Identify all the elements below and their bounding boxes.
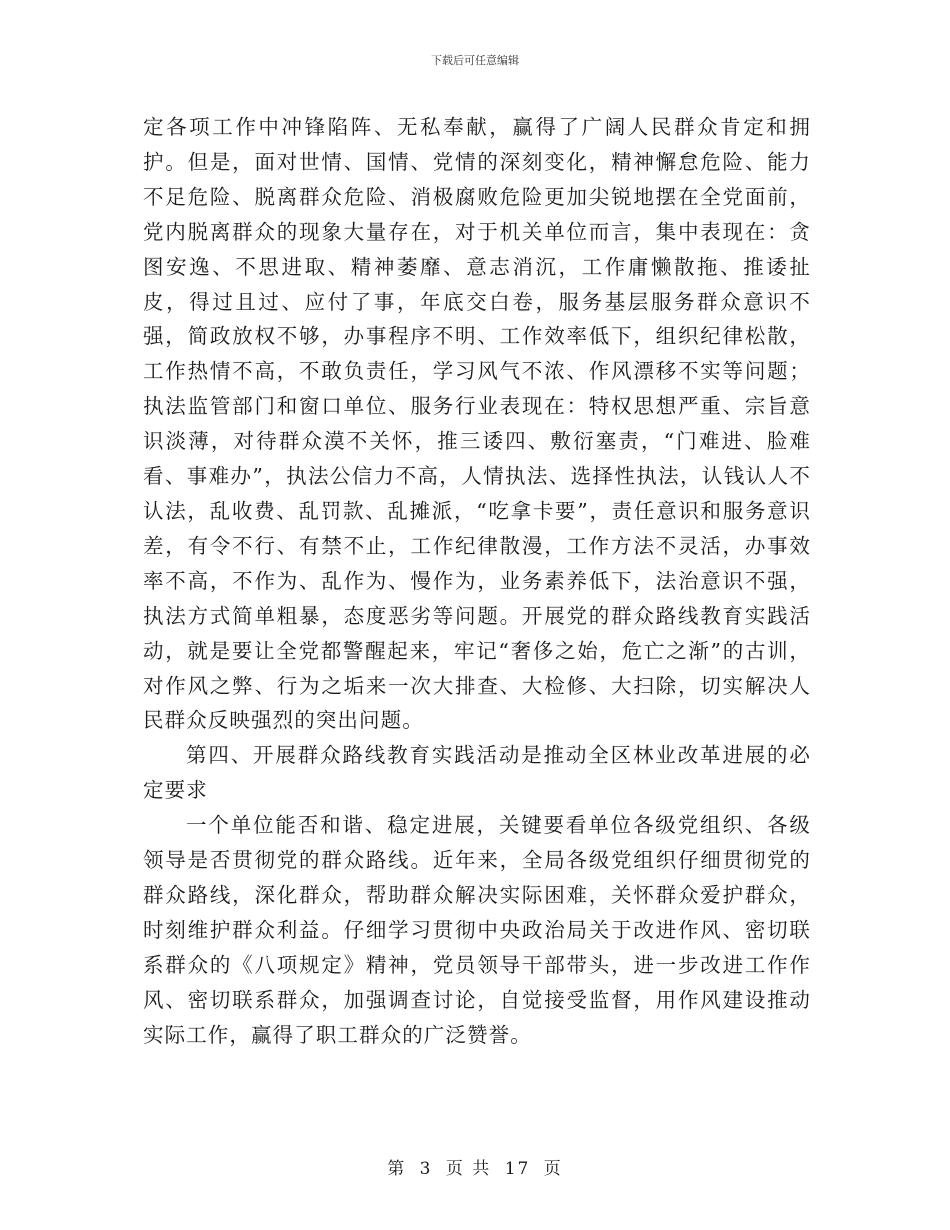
document-body [143,110,811,1052]
paragraph-continued: 定各项工作中冲锋陷阵、无私奉献，赢得了广阔人民群众肯定和拥护。但是，面对世情、国情、党情的深刻变化，精神懈怠危险、能力不足危险、脱离群众危险、消极腐败危险更加尖锐地摆在全党面前，党内脱离群众的现象大量存在，对于机关单位而言，集中表现在：贪图安逸、不思进取、精神萎靡、意志消沉，工作庸懒散拖、推诿扯皮，得过且过、应付了事，年底交白卷，服务基层服务群众意识不强，简政放权不够，办事程序不明、工作效率低下，组织纪律松散，工作热情不高，不敢负责任，学习风气不浓、作风漂移不实等问题；执法监管部门和窗口单位、服务行业表现在：特权思想严重、宗旨意识淡薄，对待群众漠不关怀，推三诿四、敷衍塞责，“门难进、脸难看、事难办”，执法公信力不高，人情执法、选择性执法，认钱认人不认法，乱收费、乱罚款、乱摊派，“吃拿卡要”，责任意识和服务意识差，有令不行、有禁不止，工作纪律散漫，工作方法不灵活，办事效率不高，不作为、乱作为、慢作为，业务素养低下，法治意识不强，执法方式简单粗暴，态度恶劣等问题。开展党的群众路线教育实践活动，就是要让全党都警醒起来，牢记“奢侈之始，危亡之渐”的古训，对作风之弊、行为之垢来一次大排查、大检修、大扫除，切实解决人民群众反映强烈的突出问题。 [143,115,811,733]
total-page-count: 17 [504,1159,531,1179]
page-footer [0,1154,950,1179]
paragraph: 一个单位能否和谐、稳定进展，关键要看单位各级党组织、各级领导是否贯彻党的群众路线。近年来，全局各级党组织仔细贯彻党的群众路线，深化群众，帮助群众解决实际困难，关怀群众爱护群众，时刻维护群众利益。仔细学习贯彻中央政治局关于改进作风、密切联系群众的《八项规定》精神，党员领导干部带头，进一步改进工作作风、密切联系群众，加强调查讨论，自觉接受监督，用作风建设推动实际工作，赢得了职工群众的广泛赞誉。 [143,813,811,1047]
footer-prefix: 第 [387,1159,407,1179]
section-heading-paragraph: 第四、开展群众路线教育实践活动是推动全区林业改革进展的必定要求 [143,743,811,803]
page-header: 下载后可任意编辑 [431,54,519,67]
current-page-number: 3 [419,1159,433,1179]
footer-suffix: 页 [543,1159,563,1179]
footer-middle: 页 共 [445,1159,492,1179]
